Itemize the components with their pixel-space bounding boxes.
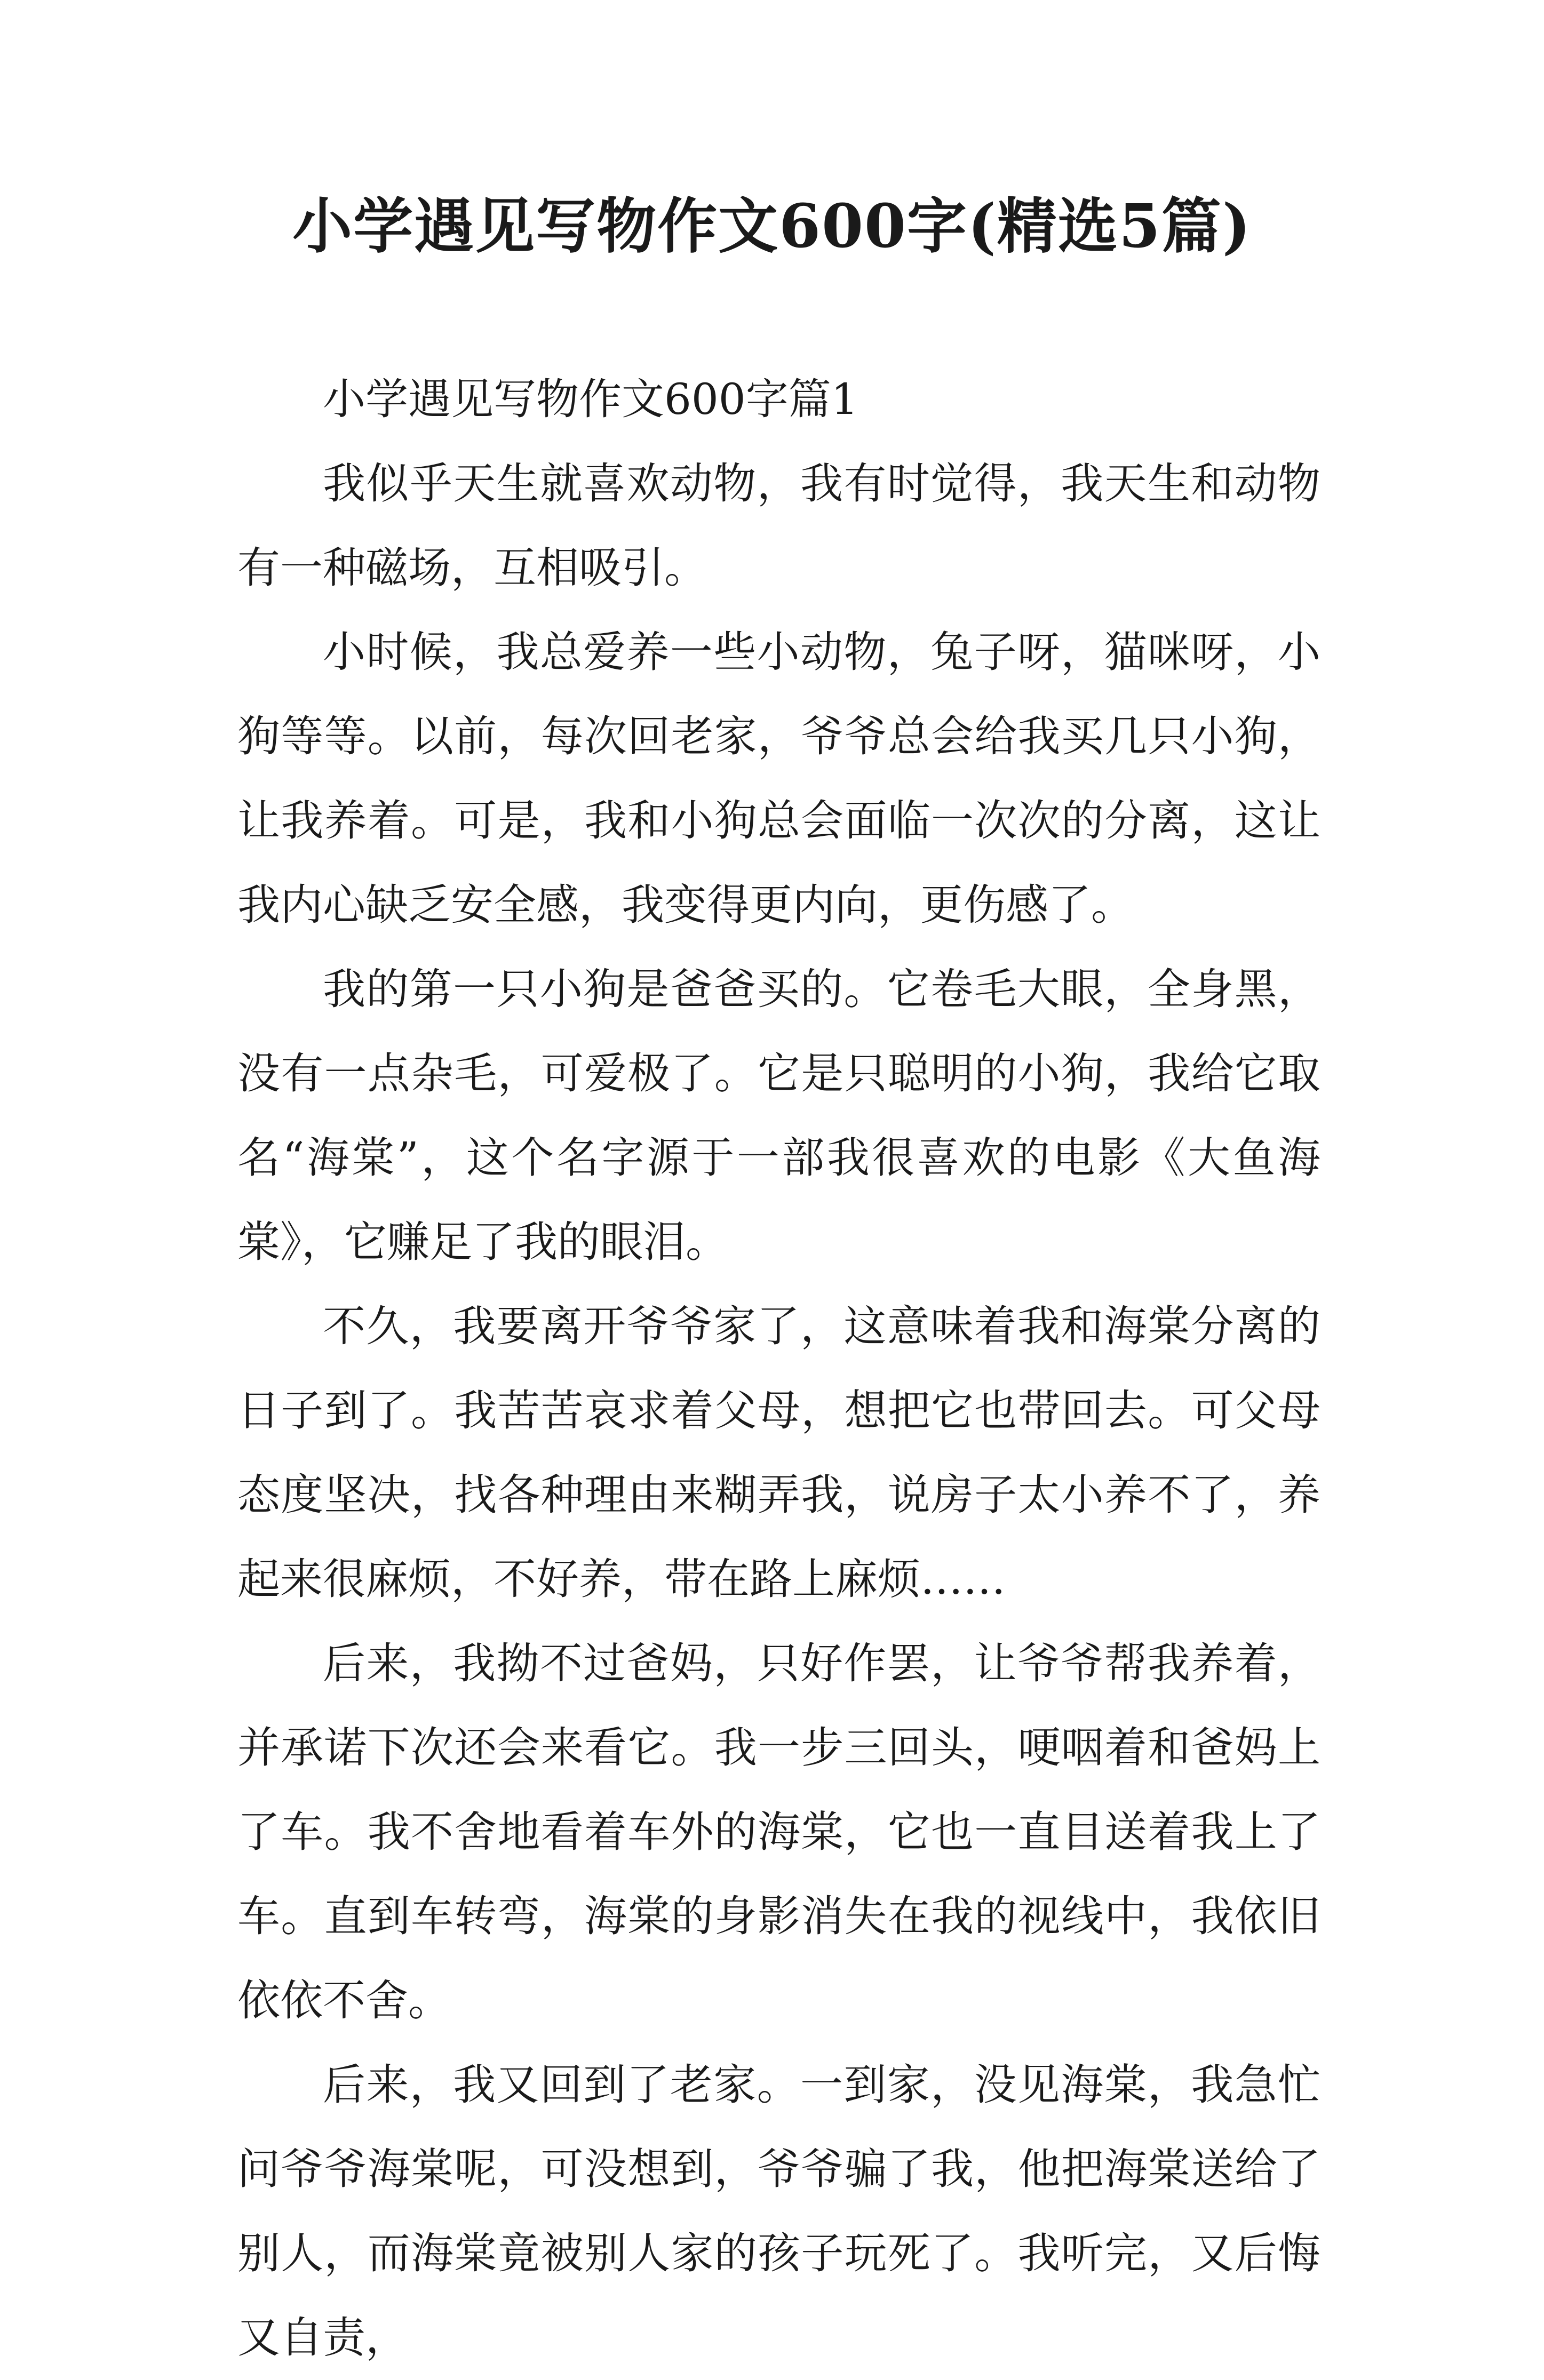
paragraph: 小时候，我总爱养一些小动物，兔子呀，猫咪呀，小狗等等。以前，每次回老家，爷爷总会给我买几只小狗，让我养着。可是，我和小狗总会面临一次次的分离，这让我内心缺乏安全感，我变得更内向，更伤感了。	[237, 627, 1320, 930]
paragraph: 我似乎天生就喜欢动物，我有时觉得，我天生和动物有一种磁场，互相吸引。	[237, 459, 1320, 593]
section-heading: 小学遇见写物作文600字篇1	[323, 374, 858, 424]
paragraph: 后来，我拗不过爸妈，只好作罢，让爷爷帮我养着，并承诺下次还会来看它。我一步三回头，哽咽着和爸妈上了车。我不舍地看着车外的海棠，它也一直目送着我上了车。直到车转弯，海棠的身影消失在我的视线中，我依旧依依不舍。	[237, 1639, 1320, 2025]
paragraph: 我的第一只小狗是爸爸买的。它卷毛大眼，全身黑，没有一点杂毛，可爱极了。它是只聪明的小狗，我给它取名“海棠”，这个名字源于一部我很喜欢的电影《大鱼海棠》，它赚足了我的眼泪。	[237, 964, 1320, 1267]
document-title: 小学遇见写物作文600字(精选5篇)	[292, 191, 1252, 261]
document-body	[237, 357, 1320, 2380]
paragraph: 后来，我又回到了老家。一到家，没见海棠，我急忙问爷爷海棠呢，可没想到，爷爷骗了我，他把海棠送给了别人，而海棠竟被别人家的孩子玩死了。我听完，又后悔又自责，	[237, 2060, 1320, 2362]
paragraph: 不久，我要离开爷爷家了，这意味着我和海棠分离的日子到了。我苦苦哀求着父母，想把它也带回去。可父母态度坚决，找各种理由来糊弄我，说房子太小养不了，养起来很麻烦，不好养，带在路上麻烦……	[237, 1301, 1320, 1604]
